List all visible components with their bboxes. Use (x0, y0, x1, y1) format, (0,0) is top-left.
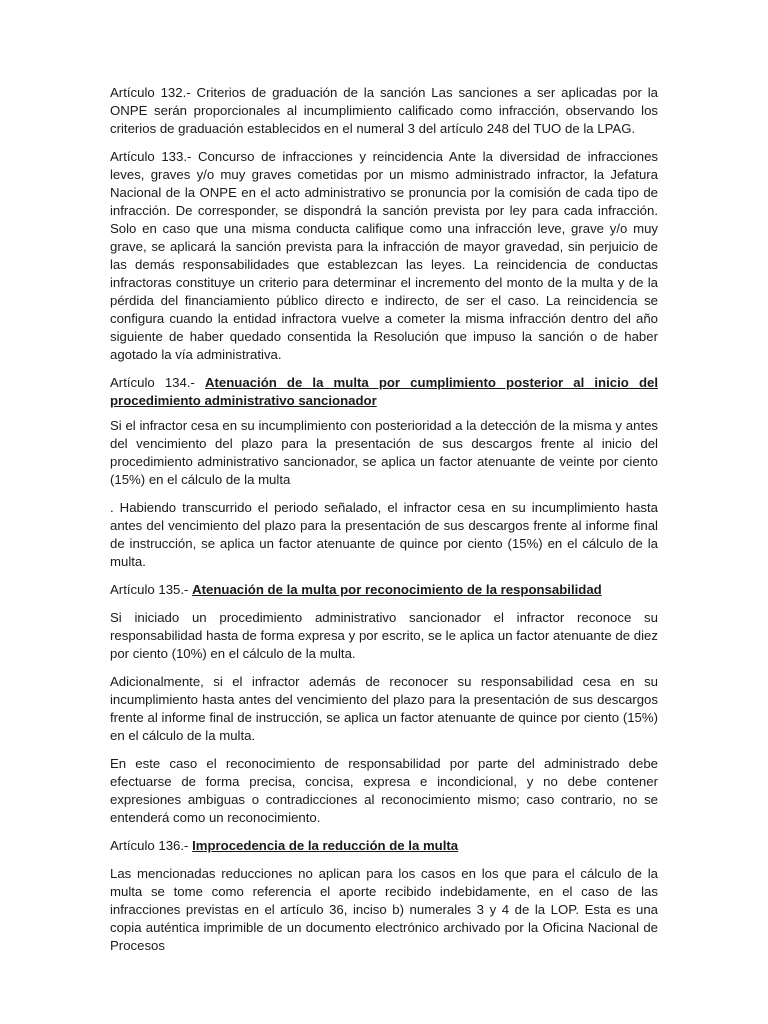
article-135-body-3: En este caso el reconocimiento de responsabilidad por parte del administrado debe efectuarse de forma precisa, concisa, expresa e incondicional, y no debe contener expresiones ambiguas o contradicciones al reconocimiento mismo; caso contrario, no se entenderá como un reconocimiento. (110, 756, 658, 825)
article-135-heading (110, 581, 658, 599)
article-134-body-1: Si el infractor cesa en su incumplimiento con posterioridad a la detección de la misma y antes del vencimiento del plazo para la presentación de sus descargos frente al inicio del procedimiento administrativo sancionador, se aplica un factor atenuante de veinte por ciento (15%) en el cálculo de la multa (110, 418, 658, 487)
article-135-prefix: Artículo 135.- (110, 582, 193, 597)
article-134-title: Atenuación de la multa por cumplimiento posterior al inicio del procedimiento administrativo sancionador (110, 375, 659, 408)
article-134-heading (110, 374, 658, 410)
article-134-prefix: Artículo 134.- (110, 375, 205, 390)
article-133-paragraph: Artículo 133.- Concurso de infracciones y reincidencia Ante la diversidad de infracciones leves, graves y/o muy graves cometidas por un mismo administrado infractor, la Jefatura Nacional de la ONPE en el acto administrativo se pronuncia por la comisión de cada tipo de infracción. De corresponder, se dispondrá la sanción prevista por ley para cada infracción. Solo en caso que una misma conducta califique como una infracción leve, grave y/o muy grave, se aplicará la sanción prevista para la infracción de mayor gravedad, sin perjuicio de las demás responsabilidades que establezcan las leyes. La reincidencia de conductas infractoras constituye un criterio para determinar el incremento del monto de la multa y de la pérdida del financiamiento público directo e indirecto, de ser el caso. La reincidencia se configura cuando la entidad infractora vuelve a cometer la misma infracción dentro del año siguiente de haber quedado consentida la Resolución que impuso la sanción o de haber agotado la vía administrativa. (110, 149, 658, 362)
article-132-paragraph: Artículo 132.- Criterios de graduación de la sanción Las sanciones a ser aplicadas por la ONPE serán proporcionales al incumplimiento calificado como infracción, observando los criterios de graduación establecidos en el numeral 3 del artículo 248 del TUO de la LPAG. (110, 85, 658, 136)
article-136-body: Las mencionadas reducciones no aplican para los casos en los que para el cálculo de la multa se tome como referencia el aporte recibido indebidamente, en el caso de las infracciones previstas en el artículo 36, inciso b) numerales 3 y 4 de la LOP. Esta es una copia auténtica imprimible de un documento electrónico archivado por la Oficina Nacional de Procesos (110, 866, 658, 953)
article-134-body-2: . Habiendo transcurrido el periodo señalado, el infractor cesa en su incumplimiento hasta antes del vencimiento del plazo para la presentación de sus descargos frente al informe final de instrucción, se aplica un factor atenuante de quince por ciento (15%) en el cálculo de la multa. (110, 500, 658, 569)
article-135-body-1: Si iniciado un procedimiento administrativo sancionador el infractor reconoce su responsabilidad hasta de forma expresa y por escrito, se le aplica un factor atenuante de diez por ciento (10%) en el cálculo de la multa. (110, 610, 658, 661)
article-136-prefix: Artículo 136.- (110, 838, 193, 853)
article-135-title: Atenuación de la multa por reconocimiento de la responsabilidad (192, 582, 602, 597)
article-135-body-2: Adicionalmente, si el infractor además de reconocer su responsabilidad cesa en su incumplimiento hasta antes del vencimiento del plazo para la presentación de sus descargos frente al informe final de instrucción, se aplica un factor atenuante de quince por ciento (15%) en el cálculo de la multa. (110, 674, 658, 743)
article-136-title: Improcedencia de la reducción de la multa (192, 838, 459, 853)
article-136-heading (110, 837, 658, 855)
